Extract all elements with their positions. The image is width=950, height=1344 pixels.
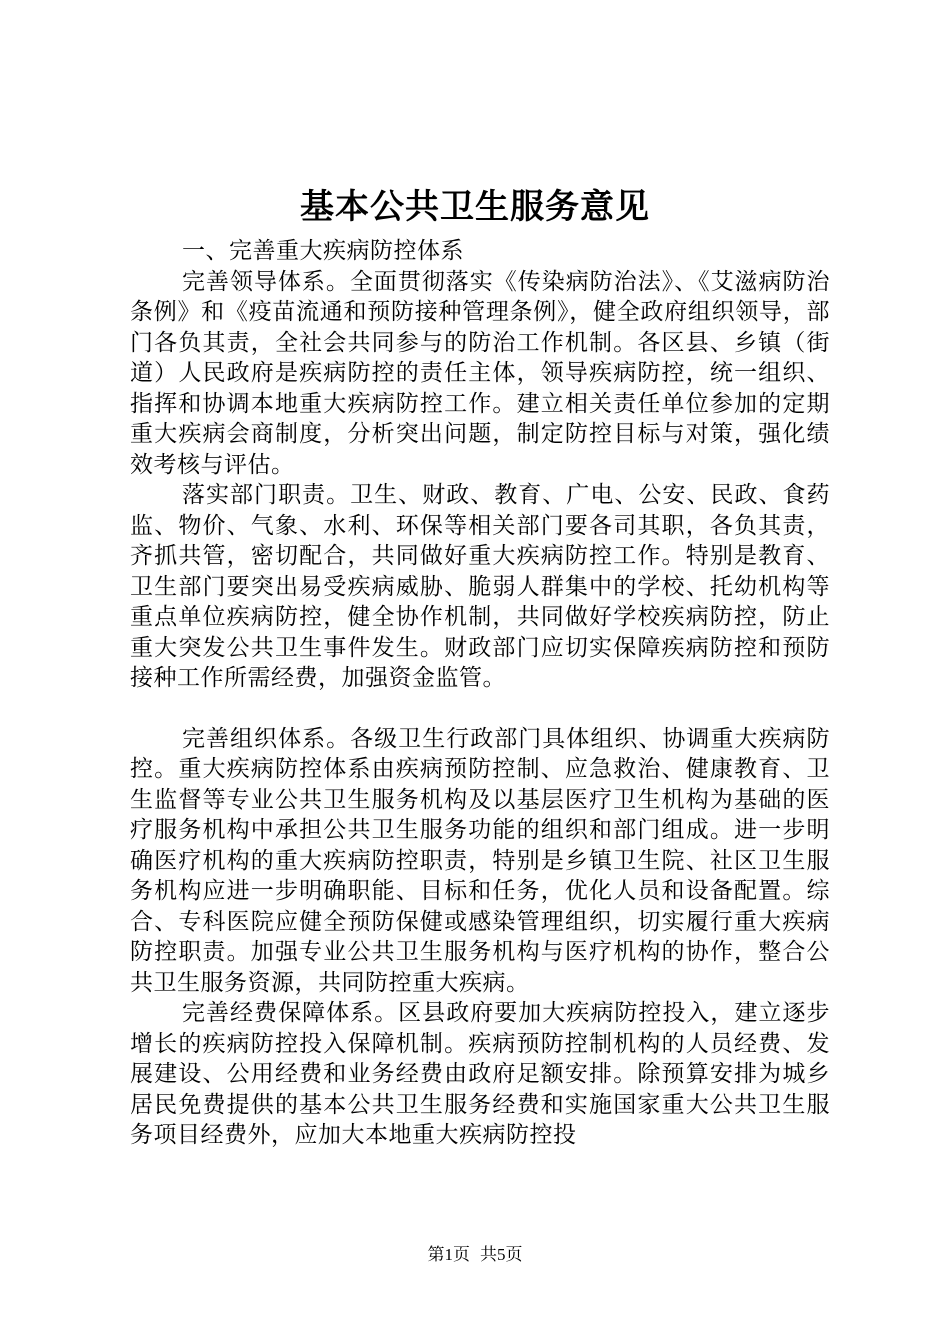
paragraph-spacer: [130, 694, 830, 724]
page-footer: [0, 1244, 950, 1266]
section-heading: 一、完善重大疾病防控体系: [182, 238, 464, 264]
paragraph-organization: 完善组织体系。各级卫生行政部门具体组织、协调重大疾病防控。重大疾病防控体系由疾病预防控制、应急救治、健康教育、卫生监督等专业公共卫生服务机构及以基层医疗卫生机构为基础的医疗服务机构中承担公共卫生服务功能的组织和部门组成。进一步明确医疗机构的重大疾病防控职责，特别是乡镇卫生院、社区卫生服务机构应进一步明确职能、目标和任务，优化人员和设备配置。综合、专科医院应健全预防保健或感染管理组织，切实履行重大疾病防控职责。加强专业公共卫生服务机构与医疗机构的协作，整合公共卫生服务资源，共同防控重大疾病。: [130, 725, 830, 996]
document-title: 基本公共卫生服务意见: [300, 187, 650, 227]
paragraph-funding: 完善经费保障体系。区县政府要加大疾病防控投入，建立逐步增长的疾病防控投入保障机制。疾病预防控制机构的人员经费、发展建设、公用经费和业务经费由政府足额安排。除预算安排为城乡居民免费提供的基本公共卫生服务经费和实施国家重大公共卫生服务项目经费外，应加大本地重大疾病防控投: [130, 1000, 830, 1148]
page-total: 共5页: [480, 1245, 523, 1264]
document-body: [130, 236, 830, 1151]
paragraph-leadership: 完善领导体系。全面贯彻落实《传染病防治法》、《艾滋病防治条例》和《疫苗流通和预防接种管理条例》，健全政府组织领导，部门各负其责，全社会共同参与的防治工作机制。各区县、乡镇（街道）人民政府是疾病防控的责任主体，领导疾病防控，统一组织、指挥和协调本地重大疾病防控工作。建立相关责任单位参加的定期重大疾病会商制度，分析突出问题，制定防控目标与对策，强化绩效考核与评估。: [130, 268, 830, 478]
paragraph-department-duties: 落实部门职责。卫生、财政、教育、广电、公安、民政、食药监、物价、气象、水利、环保等相关部门要各司其职，各负其责，齐抓共管，密切配合，共同做好重大疾病防控工作。特别是教育、卫生部门要突出易受疾病威胁、脆弱人群集中的学校、托幼机构等重点单位疾病防控，健全协作机制，共同做好学校疾病防控，防止重大突发公共卫生事件发生。财政部门应切实保障疾病防控和预防接种工作所需经费，加强资金监管。: [130, 482, 830, 691]
page-number: 第1页: [427, 1245, 470, 1264]
